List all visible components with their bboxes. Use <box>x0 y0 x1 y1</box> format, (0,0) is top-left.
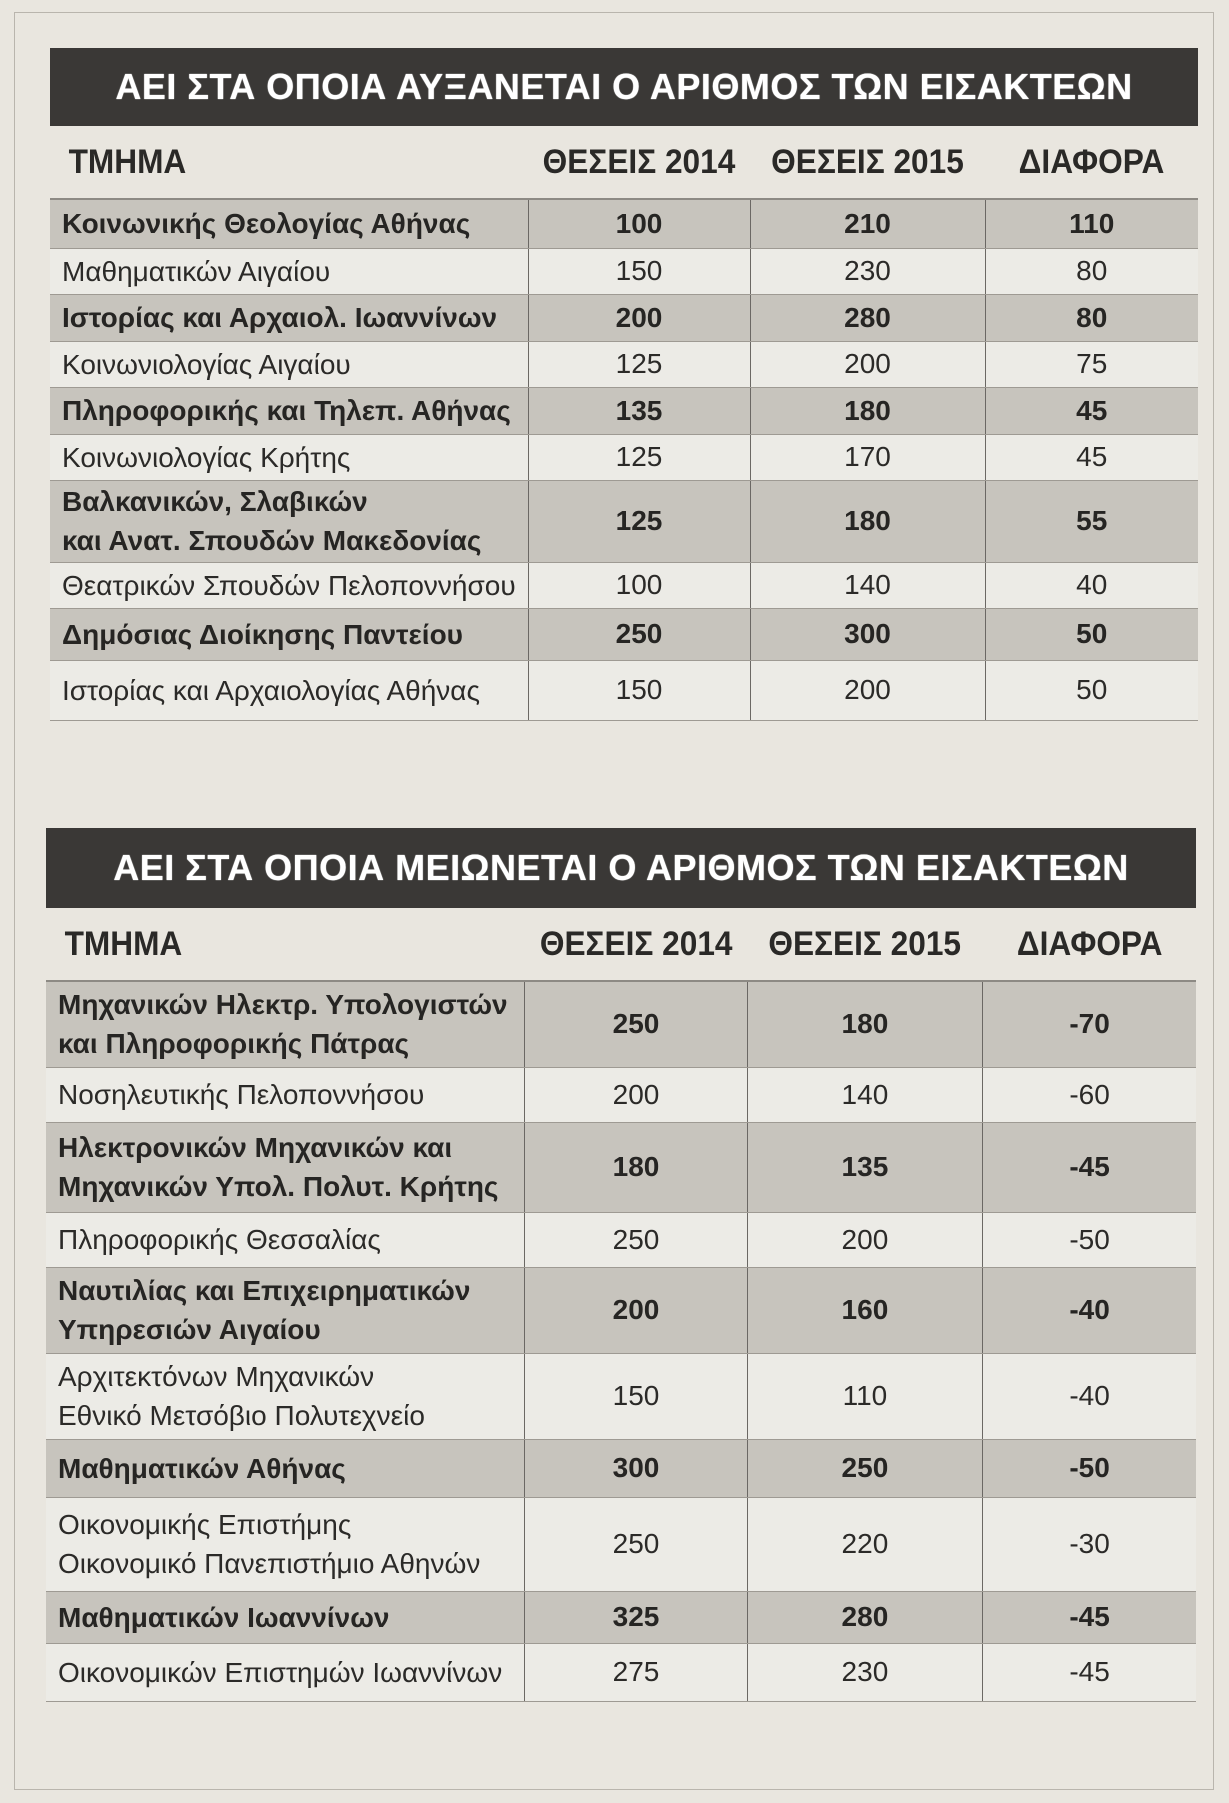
seats-2015-cell: 110 <box>747 1353 982 1439</box>
table-row <box>50 387 1198 434</box>
seats-2014-cell: 250 <box>528 608 750 660</box>
table-row <box>50 248 1198 294</box>
department-cell: Βαλκανικών, Σλαβικών και Ανατ. Σπουδών Μακεδονίας <box>50 480 528 562</box>
table-row <box>46 981 1196 1067</box>
seats-2014-cell: 200 <box>525 1267 747 1353</box>
difference-cell: -45 <box>983 1643 1196 1701</box>
table-row <box>46 1353 1196 1439</box>
seats-2014-cell: 125 <box>528 480 750 562</box>
seats-2014-cell: 200 <box>525 1067 747 1122</box>
seats-2015-cell: 200 <box>750 660 985 720</box>
seats-2015-cell: 140 <box>750 562 985 608</box>
table-row <box>50 434 1198 480</box>
department-cell: Ηλεκτρονικών Μηχανικών και Μηχανικών Υπολ. Πολυτ. Κρήτης <box>46 1122 525 1212</box>
header-department: ΤΜΗΜΑ <box>68 142 187 181</box>
seats-2015-cell: 200 <box>750 341 985 387</box>
seats-2014-cell: 135 <box>528 387 750 434</box>
seats-2015-cell: 250 <box>747 1439 982 1497</box>
department-cell: Ιστορίας και Αρχαιολ. Ιωαννίνων <box>50 294 528 341</box>
table-row <box>50 294 1198 341</box>
seats-2015-cell: 220 <box>747 1497 982 1591</box>
table-row <box>46 1439 1196 1497</box>
header-row <box>46 908 1196 981</box>
difference-cell: -40 <box>983 1353 1196 1439</box>
department-cell: Νοσηλευτικής Πελοποννήσου <box>46 1067 525 1122</box>
seats-2014-cell: 180 <box>525 1122 747 1212</box>
seats-2015-cell: 180 <box>750 480 985 562</box>
header-row <box>50 126 1198 199</box>
difference-cell: 80 <box>985 294 1198 341</box>
difference-cell: 40 <box>985 562 1198 608</box>
table-row <box>46 1212 1196 1267</box>
difference-cell: -30 <box>983 1497 1196 1591</box>
department-cell: Δημόσιας Διοίκησης Παντείου <box>50 608 528 660</box>
difference-cell: -60 <box>983 1067 1196 1122</box>
seats-2014-cell: 250 <box>525 981 747 1067</box>
department-cell: Μαθηματικών Αθήνας <box>46 1439 525 1497</box>
table-row <box>50 660 1198 720</box>
difference-cell: 75 <box>985 341 1198 387</box>
seats-2015-cell: 170 <box>750 434 985 480</box>
header-seats-2014: ΘΕΣΕΙΣ 2014 <box>539 924 733 963</box>
seats-2014-cell: 150 <box>528 660 750 720</box>
difference-cell: 110 <box>985 199 1198 248</box>
seats-2014-cell: 100 <box>528 562 750 608</box>
seats-2014-cell: 325 <box>525 1591 747 1643</box>
seats-2014-cell: 300 <box>525 1439 747 1497</box>
difference-cell: -45 <box>983 1122 1196 1212</box>
difference-cell: -45 <box>983 1591 1196 1643</box>
department-cell: Ιστορίας και Αρχαιολογίας Αθήνας <box>50 660 528 720</box>
table-row <box>46 1643 1196 1701</box>
seats-2014-cell: 250 <box>525 1212 747 1267</box>
department-cell: Πληροφορικής και Τηλεπ. Αθήνας <box>50 387 528 434</box>
seats-2015-cell: 135 <box>747 1122 982 1212</box>
department-cell: Μηχανικών Ηλεκτρ. Υπολογιστών και Πληροφορικής Πάτρας <box>46 981 525 1067</box>
seats-2015-cell: 180 <box>747 981 982 1067</box>
department-cell: Θεατρικών Σπουδών Πελοποννήσου <box>50 562 528 608</box>
seats-2014-cell: 100 <box>528 199 750 248</box>
department-cell: Κοινωνικής Θεολογίας Αθήνας <box>50 199 528 248</box>
department-cell: Οικονομικής Επιστήμης Οικονομικό Πανεπιστήμιο Αθηνών <box>46 1497 525 1591</box>
table-row <box>46 1497 1196 1591</box>
seats-2015-cell: 230 <box>747 1643 982 1701</box>
table-row <box>50 199 1198 248</box>
difference-cell: 50 <box>985 660 1198 720</box>
department-cell: Μαθηματικών Αιγαίου <box>50 248 528 294</box>
seats-2015-cell: 180 <box>750 387 985 434</box>
table-row <box>50 608 1198 660</box>
increase-table-section <box>50 48 1198 721</box>
table-row <box>46 1067 1196 1122</box>
table-row <box>46 1267 1196 1353</box>
department-cell: Ναυτιλίας και Επιχειρηματικών Υπηρεσιών Αιγαίου <box>46 1267 525 1353</box>
table-row <box>46 1122 1196 1212</box>
difference-cell: -50 <box>983 1212 1196 1267</box>
header-difference: ΔΙΑΦΟΡΑ <box>1018 142 1165 181</box>
increase-table-title: ΑΕΙ ΣΤΑ ΟΠΟΙΑ ΑΥΞΑΝΕΤΑΙ Ο ΑΡΙΘΜΟΣ ΤΩΝ ΕΙΣΑΚΤΕΩΝ <box>50 48 1198 126</box>
department-cell: Οικονομικών Επιστημών Ιωαννίνων <box>46 1643 525 1701</box>
difference-cell: -70 <box>983 981 1196 1067</box>
difference-cell: 45 <box>985 387 1198 434</box>
seats-2015-cell: 140 <box>747 1067 982 1122</box>
department-cell: Αρχιτεκτόνων Μηχανικών Εθνικό Μετσόβιο Πολυτεχνείο <box>46 1353 525 1439</box>
header-seats-2014: ΘΕΣΕΙΣ 2014 <box>542 142 736 181</box>
seats-2014-cell: 125 <box>528 434 750 480</box>
increase-table <box>50 126 1198 721</box>
department-cell: Κοινωνιολογίας Αιγαίου <box>50 341 528 387</box>
table-row <box>50 341 1198 387</box>
department-cell: Μαθηματικών Ιωαννίνων <box>46 1591 525 1643</box>
department-cell: Πληροφορικής Θεσσαλίας <box>46 1212 525 1267</box>
seats-2014-cell: 200 <box>528 294 750 341</box>
difference-cell: 45 <box>985 434 1198 480</box>
table-row <box>50 480 1198 562</box>
seats-2015-cell: 280 <box>750 294 985 341</box>
decrease-table-section <box>46 828 1196 1702</box>
difference-cell: 55 <box>985 480 1198 562</box>
seats-2014-cell: 275 <box>525 1643 747 1701</box>
seats-2015-cell: 280 <box>747 1591 982 1643</box>
header-seats-2015: ΘΕΣΕΙΣ 2015 <box>768 924 962 963</box>
difference-cell: 50 <box>985 608 1198 660</box>
seats-2015-cell: 230 <box>750 248 985 294</box>
department-cell: Κοινωνιολογίας Κρήτης <box>50 434 528 480</box>
seats-2015-cell: 160 <box>747 1267 982 1353</box>
seats-2014-cell: 150 <box>528 248 750 294</box>
difference-cell: 80 <box>985 248 1198 294</box>
seats-2015-cell: 210 <box>750 199 985 248</box>
decrease-table-title: ΑΕΙ ΣΤΑ ΟΠΟΙΑ ΜΕΙΩΝΕΤΑΙ Ο ΑΡΙΘΜΟΣ ΤΩΝ ΕΙΣΑΚΤΕΩΝ <box>46 828 1196 908</box>
seats-2014-cell: 125 <box>528 341 750 387</box>
seats-2014-cell: 250 <box>525 1497 747 1591</box>
seats-2015-cell: 300 <box>750 608 985 660</box>
header-difference: ΔΙΑΦΟΡΑ <box>1016 924 1163 963</box>
table-row <box>46 1591 1196 1643</box>
difference-cell: -40 <box>983 1267 1196 1353</box>
decrease-table <box>46 908 1196 1702</box>
seats-2014-cell: 150 <box>525 1353 747 1439</box>
table-row <box>50 562 1198 608</box>
difference-cell: -50 <box>983 1439 1196 1497</box>
header-department: ΤΜΗΜΑ <box>64 924 183 963</box>
seats-2015-cell: 200 <box>747 1212 982 1267</box>
header-seats-2015: ΘΕΣΕΙΣ 2015 <box>771 142 964 181</box>
